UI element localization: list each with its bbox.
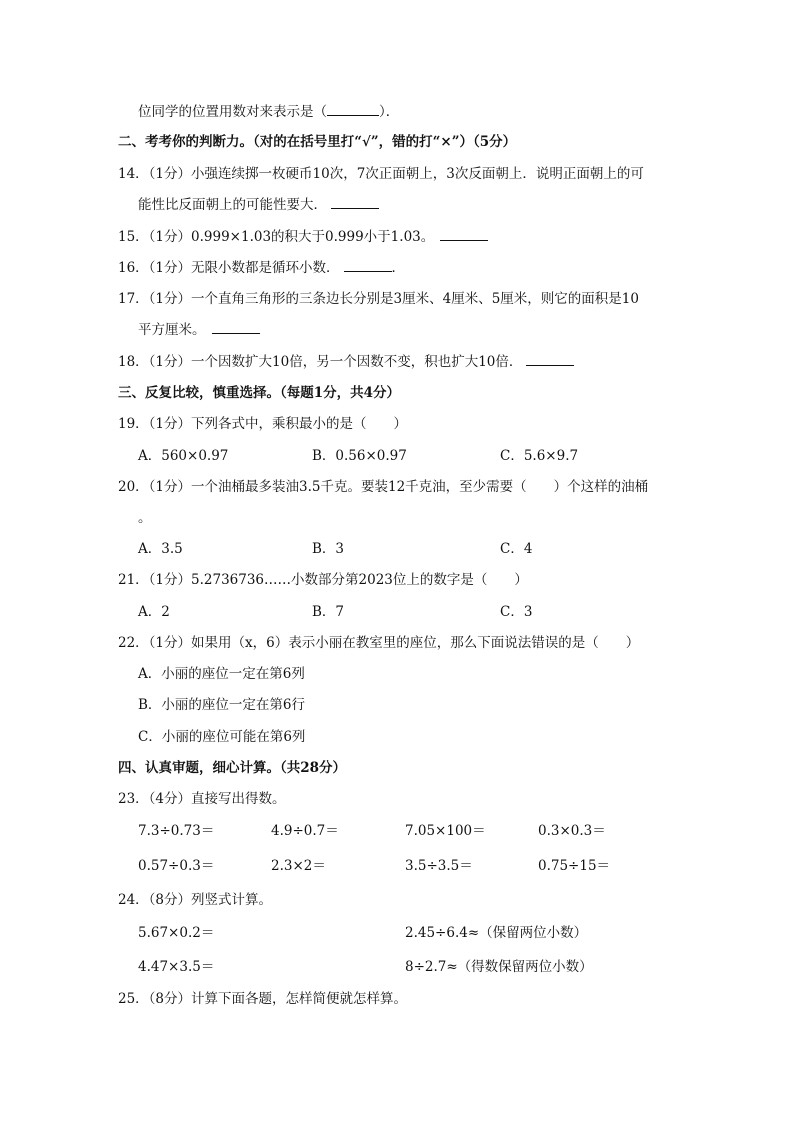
question-20-line2: 。: [138, 510, 152, 526]
question-23: 23．（4分）直接写出得数。: [118, 791, 286, 807]
calc-item: 7.05×100＝: [405, 823, 486, 839]
option-c[interactable]: C．5.6×9.7: [500, 448, 579, 464]
calc-item: 0.75÷15＝: [538, 858, 611, 874]
calc-item: 5.67×0.2＝: [138, 925, 215, 941]
question-15: 15．（1分）0.999×1.03的积大于0.999小于1.03。: [118, 228, 488, 246]
question-19: 19．（1分）下列各式中，乘积最小的是（ ）: [118, 416, 408, 432]
question-17-line1: 17．（1分）一个直角三角形的三条边长分别是3厘米、4厘米、5厘米，则它的面积是10: [118, 291, 639, 307]
calc-item: 0.57÷0.3＝: [138, 858, 215, 874]
calc-item: 4.47×3.5＝: [138, 959, 215, 975]
option-b[interactable]: B．小丽的座位一定在第6行: [138, 697, 306, 713]
option-c[interactable]: C．4: [500, 541, 533, 557]
calc-item: 7.3÷0.73＝: [138, 823, 215, 839]
question-25: 25．（8分）计算下面各题，怎样简便就怎样算。: [118, 991, 408, 1007]
answer-blank[interactable]: [331, 196, 379, 209]
option-b[interactable]: B．0.56×0.97: [312, 448, 407, 464]
answer-blank[interactable]: [212, 321, 260, 334]
calc-item: 8÷2.7≈（得数保留两位小数）: [405, 959, 593, 975]
question-18: 18．（1分）一个因数扩大10倍，另一个因数不变，积也扩大10倍．: [118, 353, 574, 371]
calc-item: 4.9÷0.7＝: [271, 823, 339, 839]
option-a[interactable]: A．2: [138, 604, 170, 620]
question-14-line2: 能性比反面朝上的可能性要大．: [138, 196, 379, 214]
option-a[interactable]: A．3.5: [138, 541, 183, 557]
answer-blank[interactable]: [327, 103, 379, 116]
calc-item: 2.45÷6.4≈（保留两位小数）: [405, 925, 588, 941]
section-3-title: 三、反复比较，慎重选择。（每题1分，共4分）: [118, 385, 401, 401]
option-b[interactable]: B．7: [312, 604, 345, 620]
question-16: 16．（1分）无限小数都是循环小数． ．: [118, 260, 406, 276]
question-24: 24．（8分）列竖式计算。: [118, 892, 273, 908]
option-c[interactable]: C．3: [500, 604, 533, 620]
section-2-title: 二、考考你的判断力。（对的在括号里打“√”，错的打“×”）（5分）: [118, 134, 517, 150]
option-a[interactable]: A．小丽的座位一定在第6列: [138, 666, 305, 682]
question-22: 22．（1分）如果用（x，6）表示小丽在教室里的座位，那么下面说法错误的是（ ）: [118, 635, 640, 651]
option-c[interactable]: C．小丽的座位可能在第6列: [138, 729, 306, 745]
question-21: 21．（1分）5.2736736……小数部分第2023位上的数字是（ ）: [118, 572, 528, 588]
answer-blank[interactable]: [440, 228, 488, 241]
calc-item: 0.3×0.3＝: [538, 823, 606, 839]
question-14-line1: 14．（1分）小强连续掷一枚硬币10次，7次正面朝上，3次反面朝上．说明正面朝上的可: [118, 166, 644, 182]
section-4-title: 四、认真审题，细心计算。（共28分）: [118, 760, 347, 776]
option-a[interactable]: A．560×0.97: [138, 448, 229, 464]
question-17-line2: 平方厘米。: [138, 321, 260, 339]
option-b[interactable]: B．3: [312, 541, 345, 557]
q13-tail: 位同学的位置用数对来表示是（ ）．: [138, 104, 400, 120]
calc-item: 2.3×2＝: [271, 858, 326, 874]
answer-blank[interactable]: [526, 353, 574, 366]
answer-blank[interactable]: [344, 259, 392, 272]
calc-item: 3.5÷3.5＝: [405, 858, 473, 874]
question-20-line1: 20．（1分）一个油桶最多装油3.5千克。要装12千克油，至少需要（ ）个这样的油桶: [118, 479, 649, 495]
